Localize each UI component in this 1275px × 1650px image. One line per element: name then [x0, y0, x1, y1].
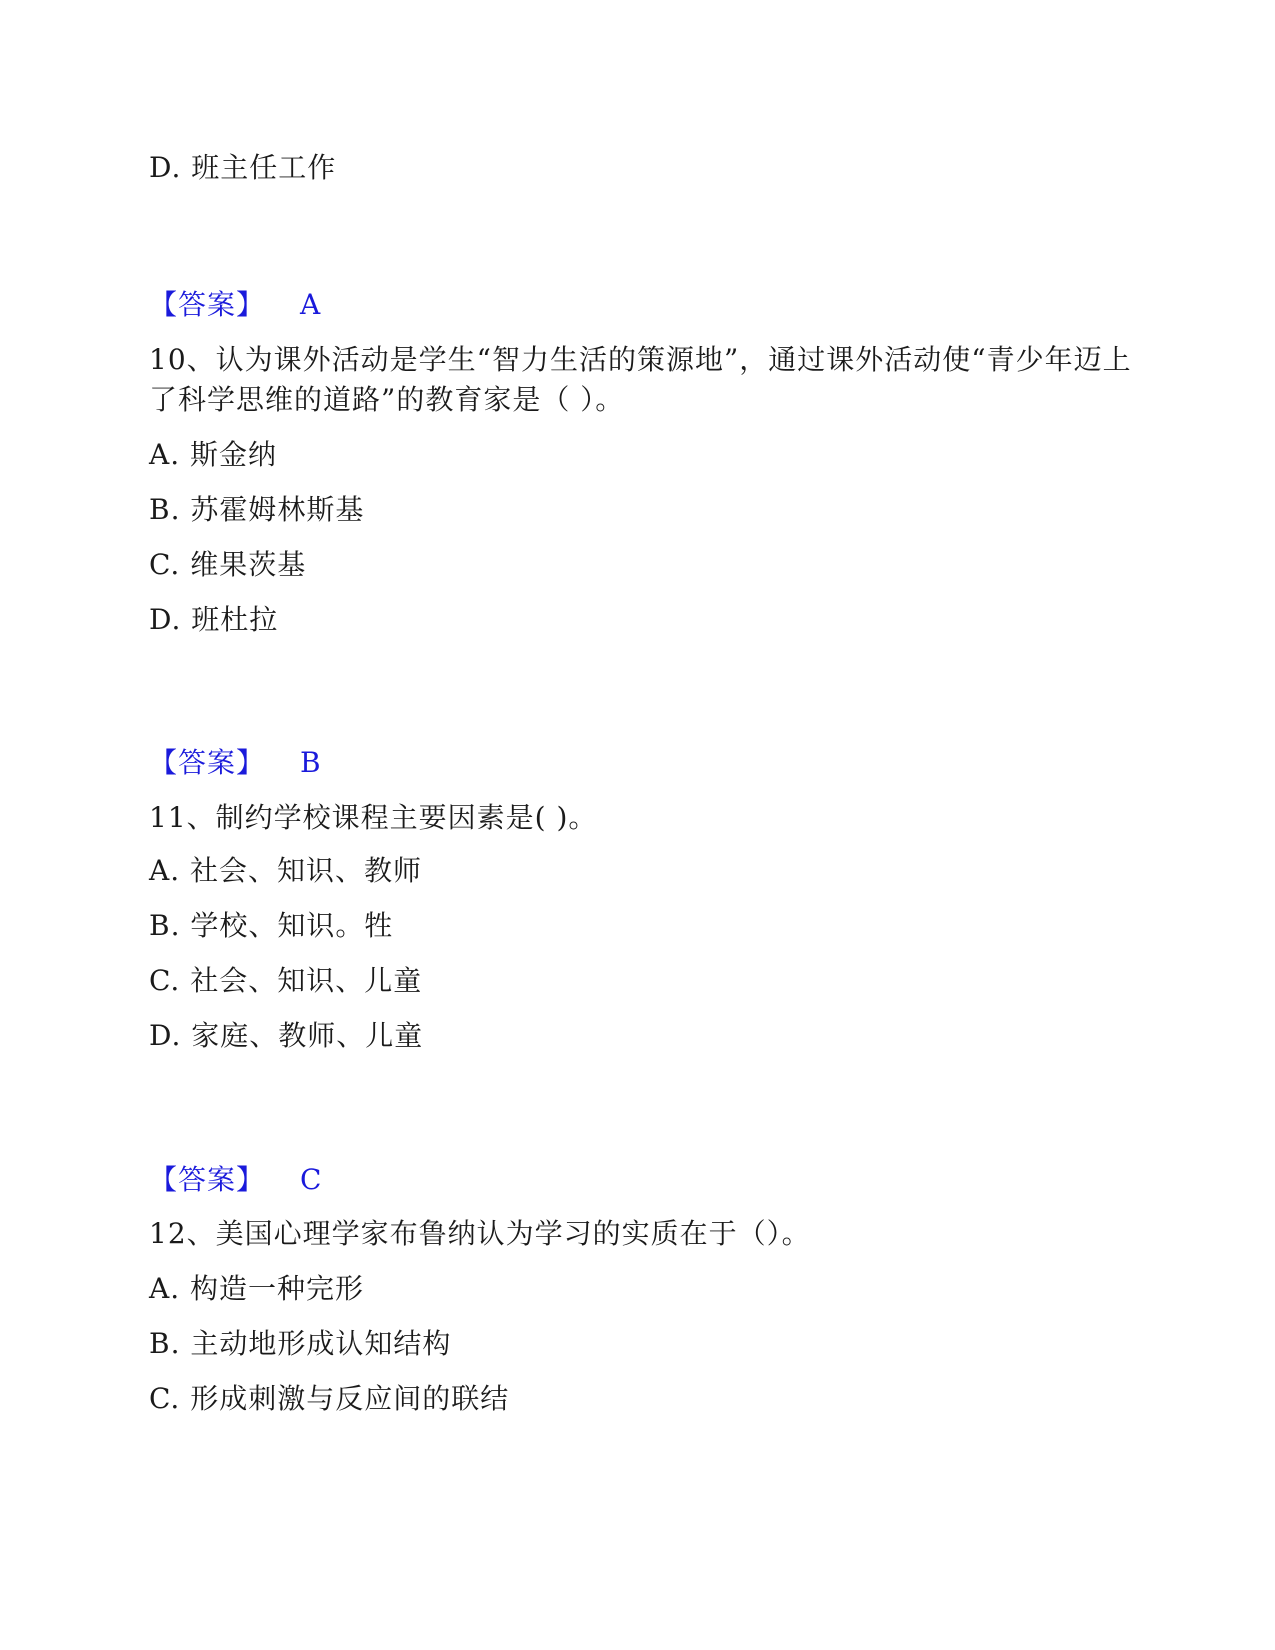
question-10-line-2: 了科学思维的道路”的教育家是（ ）。 [149, 383, 625, 416]
option-d-prev: D. 班主任工作 [149, 151, 337, 184]
answer-value: B [300, 746, 322, 779]
answer-row-3 [149, 1160, 323, 1200]
question-12: 12、美国心理学家布鲁纳认为学习的实质在于（）。 [149, 1217, 811, 1250]
question-12-option-b: B. 主动地形成认知结构 [149, 1327, 452, 1360]
question-10-option-b: B. 苏霍姆林斯基 [149, 493, 365, 526]
answer-row-2 [149, 743, 322, 783]
question-11: 11、制约学校课程主要因素是( )。 [149, 801, 598, 834]
answer-row-1 [149, 285, 322, 325]
question-11-option-d: D. 家庭、教师、儿童 [149, 1019, 424, 1052]
question-10-option-a: A. 斯金纳 [149, 438, 278, 471]
question-11-option-c: C. 社会、知识、儿童 [149, 964, 423, 997]
question-10-line-1: 10、认为课外活动是学生“智力生活的策源地”，通过课外活动使“青少年迈上 [149, 343, 1132, 376]
question-11-option-a: A. 社会、知识、教师 [149, 854, 423, 887]
answer-label: 【答案】 [149, 1163, 266, 1196]
question-12-option-c: C. 形成刺激与反应间的联结 [149, 1382, 510, 1415]
question-10-option-c: C. 维果茨基 [149, 548, 307, 581]
question-11-option-b: B. 学校、知识。牲 [149, 909, 394, 942]
question-12-option-a: A. 构造一种完形 [149, 1272, 365, 1305]
question-10-option-d: D. 班杜拉 [149, 603, 279, 636]
answer-label: 【答案】 [149, 746, 266, 779]
answer-label: 【答案】 [149, 288, 266, 321]
answer-value: A [300, 288, 322, 321]
answer-value: C [300, 1163, 323, 1196]
